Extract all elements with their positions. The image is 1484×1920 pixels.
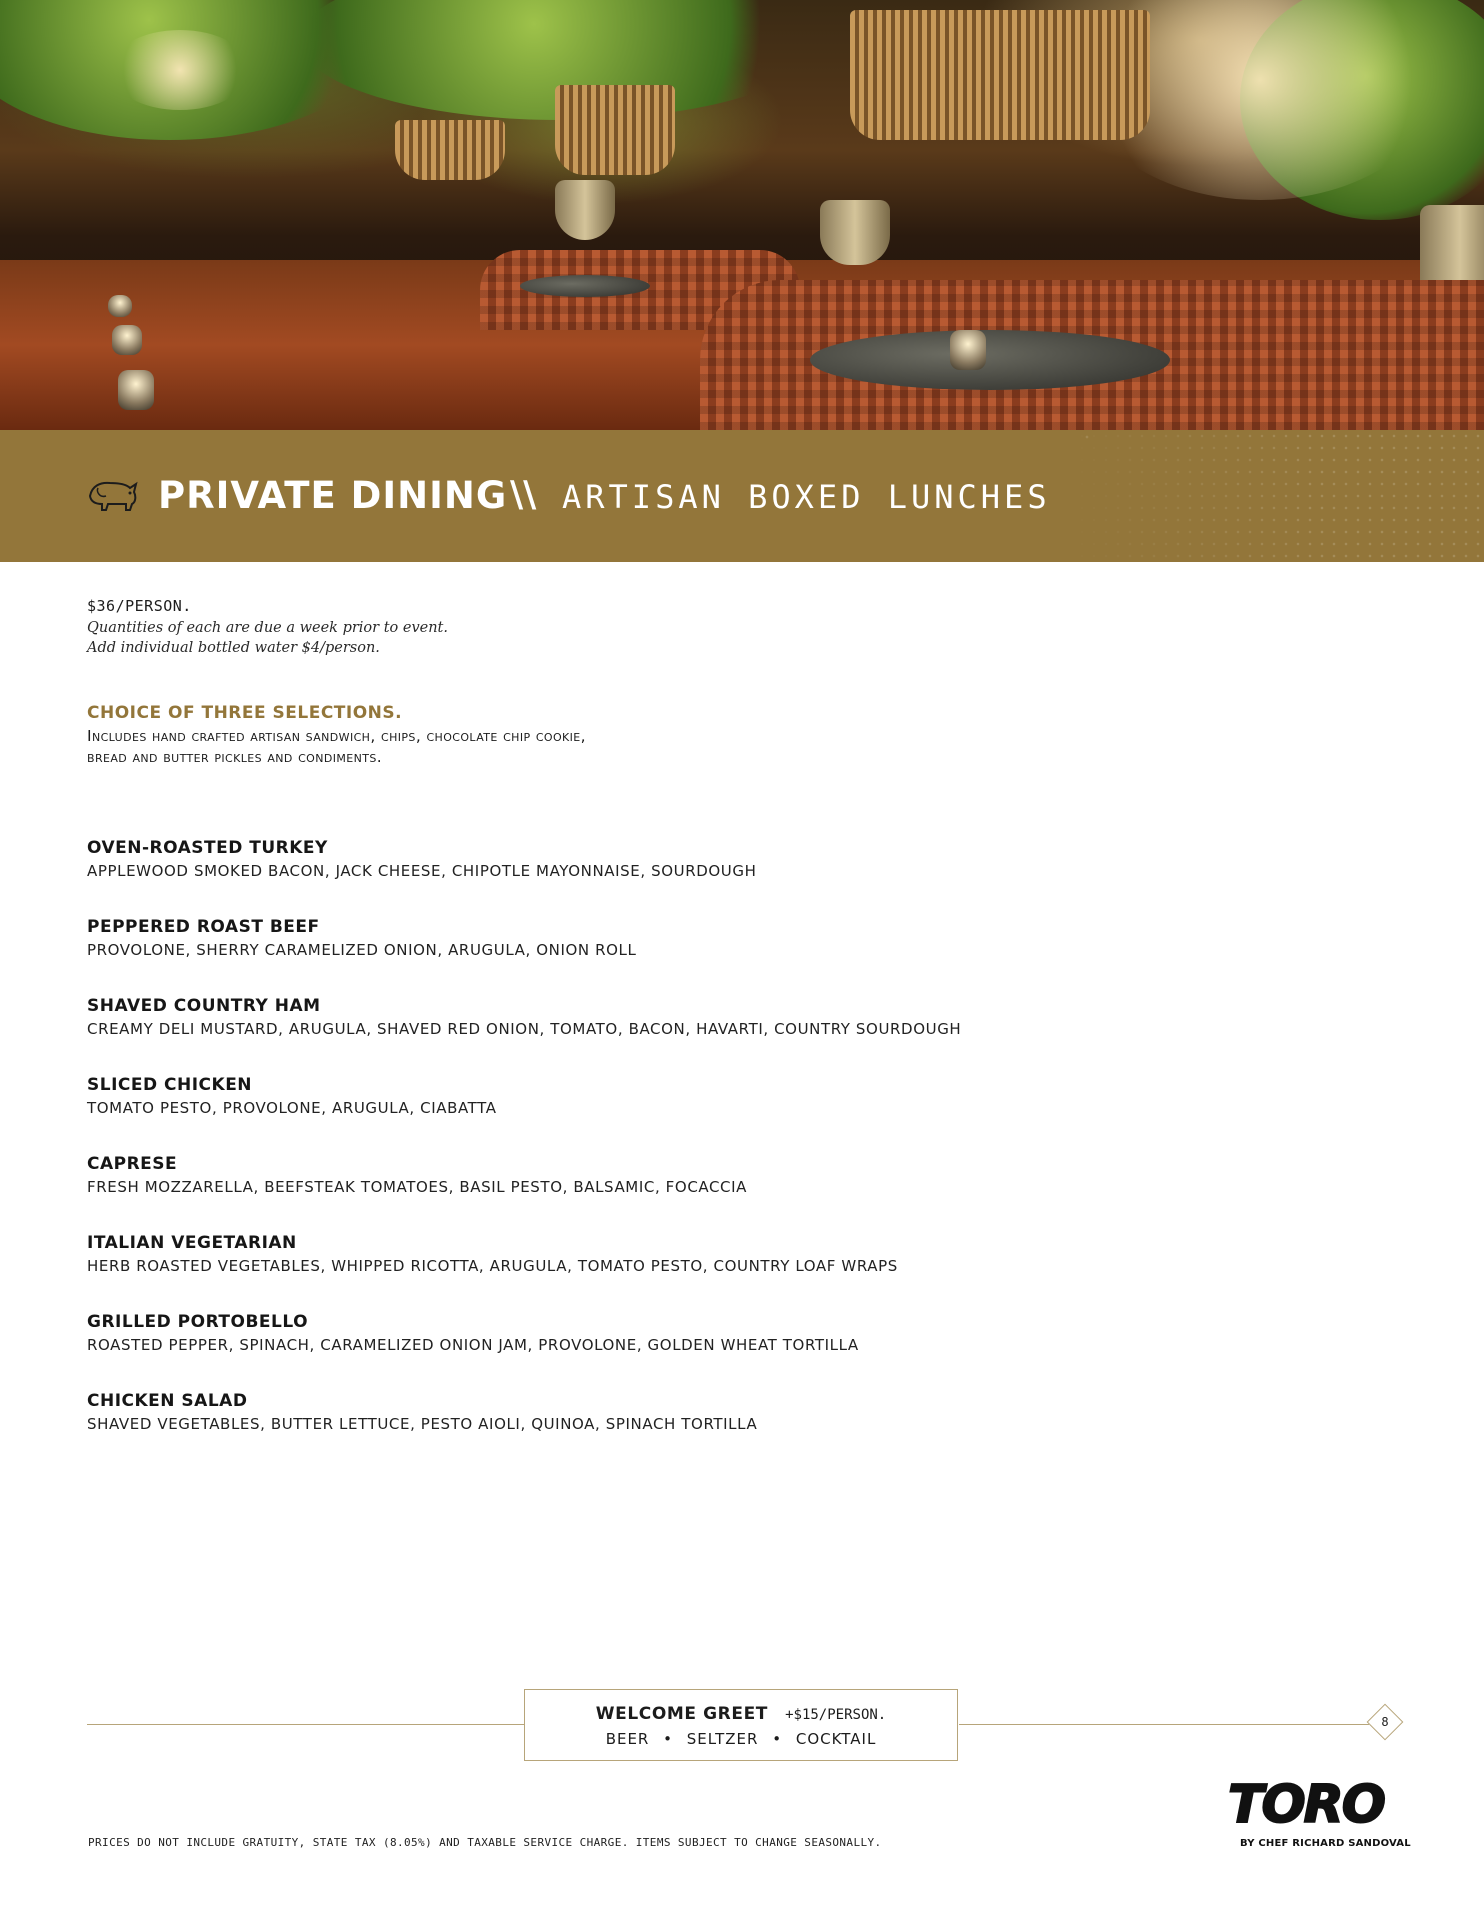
menu-item-name: SHAVED COUNTRY HAM [87, 996, 321, 1016]
pricing-disclaimer: PRICES DO NOT INCLUDE GRATUITY, STATE TAX (8.05%) AND TAXABLE SERVICE CHARGE. ITEMS SUBJECT TO CHANGE SEASONALLY. [88, 1836, 882, 1849]
menu-item-name: GRILLED PORTOBELLO [87, 1312, 309, 1332]
greet-option: SELTZER [686, 1730, 759, 1748]
bull-icon [86, 474, 140, 514]
menu-item-description: SHAVED VEGETABLES, BUTTER LETTUCE, PESTO AIOLI, QUINOA, SPINACH TORTILLA [87, 1415, 758, 1433]
menu-item [87, 1233, 1287, 1312]
menu-item [87, 917, 1287, 996]
menu-item-description: FRESH MOZZARELLA, BEEFSTEAK TOMATOES, BASIL PESTO, BALSAMIC, FOCACCIA [87, 1178, 748, 1196]
menu-item-name: SLICED CHICKEN [87, 1075, 253, 1095]
hero-table [810, 330, 1170, 390]
toro-logo [1228, 1772, 1400, 1832]
greet-option: BEER [605, 1730, 650, 1748]
menu-item-description: TOMATO PESTO, PROVOLONE, ARUGULA, CIABATTA [87, 1099, 497, 1117]
price-per-person: $36/PERSON. [87, 597, 192, 615]
water-note: Add individual bottled water $4/person. [87, 640, 380, 656]
hero-photo [0, 0, 1484, 430]
diamond-icon [1367, 1704, 1404, 1741]
menu-item-description: PROVOLONE, SHERRY CARAMELIZED ONION, ARUGULA, ONION ROLL [87, 941, 637, 959]
welcome-greet-price: +$15/PERSON. [785, 1707, 887, 1723]
menu-item-description: APPLEWOOD SMOKED BACON, JACK CHEESE, CHIPOTLE MAYONNAISE, SOURDOUGH [87, 862, 757, 880]
choice-heading: CHOICE OF THREE SELECTIONS. [87, 703, 403, 723]
menu-item-description: HERB ROASTED VEGETABLES, WHIPPED RICOTTA, ARUGULA, TOMATO PESTO, COUNTRY LOAF WRAPS [87, 1257, 898, 1275]
hero-pot [820, 200, 890, 265]
hero-candle [118, 370, 154, 410]
hero-lamp [395, 120, 505, 180]
title-band [0, 430, 1484, 562]
menu-item [87, 1075, 1287, 1154]
bullet-separator: • [772, 1730, 783, 1748]
menu-item [87, 1312, 1287, 1391]
welcome-greet-title: WELCOME GREET [595, 1704, 768, 1724]
greet-option: COCKTAIL [795, 1730, 877, 1748]
logo-tagline: BY CHEF RICHARD SANDOVAL [1240, 1838, 1411, 1849]
menu-item-description: ROASTED PEPPER, SPINACH, CARAMELIZED ONION JAM, PROVOLONE, GOLDEN WHEAT TORTILLA [87, 1336, 859, 1354]
dot-pattern [1064, 430, 1484, 562]
menu-list [87, 838, 1287, 1470]
hero-pot [555, 180, 615, 240]
page-number: 8 [1381, 1715, 1389, 1729]
footer-divider [959, 1724, 1369, 1725]
bullet-separator: • [663, 1730, 673, 1748]
page-title: PRIVATE DINING [158, 474, 508, 517]
hero-lamp [850, 10, 1150, 140]
menu-item-name: PEPPERED ROAST BEEF [87, 917, 320, 937]
hero-table [520, 275, 650, 297]
menu-item [87, 1154, 1287, 1233]
menu-item [87, 838, 1287, 917]
hero-candle [950, 330, 986, 370]
menu-item-name: ITALIAN VEGETARIAN [87, 1233, 297, 1253]
svg-text:TORO: TORO [1228, 1775, 1384, 1832]
welcome-greet-box [524, 1689, 958, 1761]
menu-item-name: CAPRESE [87, 1154, 178, 1174]
page-subtitle: ARTISAN BOXED LUNCHES [562, 478, 1051, 516]
menu-item [87, 996, 1287, 1075]
choice-includes-line: Includes hand crafted artisan sandwich, chips, chocolate chip cookie, [87, 727, 586, 745]
menu-item-name: CHICKEN SALAD [87, 1391, 248, 1411]
menu-item-description: CREAMY DELI MUSTARD, ARUGULA, SHAVED RED ONION, TOMATO, BACON, HAVARTI, COUNTRY SOURDOUGH [87, 1020, 962, 1038]
choice-includes-line: bread and butter pickles and condiments. [87, 748, 383, 766]
quantity-note: Quantities of each are due a week prior to event. [87, 620, 448, 636]
hero-light [110, 30, 250, 110]
hero-candle [112, 325, 142, 355]
menu-item-name: OVEN-ROASTED TURKEY [87, 838, 328, 858]
menu-item [87, 1391, 1287, 1470]
hero-candle [108, 295, 132, 317]
footer-divider [87, 1724, 525, 1725]
title-separator: \\ [510, 474, 537, 515]
hero-lamp [555, 85, 675, 175]
